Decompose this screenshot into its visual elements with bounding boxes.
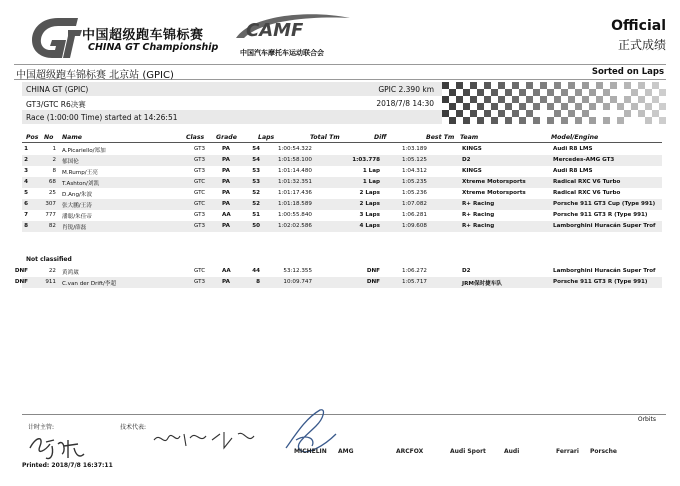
china-gt-logo — [28, 14, 228, 62]
cell-name: 郁国伦 — [62, 159, 79, 165]
cell-pos: 3 — [24, 168, 28, 174]
column-header-best: Best Tm — [426, 134, 455, 141]
cell-grade: PA — [222, 157, 230, 163]
cell-team: KINGS — [462, 168, 482, 174]
cell-laps: 54 — [252, 157, 260, 163]
cell-best: 1:06.272 — [401, 268, 427, 274]
cell-laps: 44 — [252, 268, 260, 274]
camf-logo — [232, 12, 352, 64]
cell-no: 777 — [45, 212, 56, 218]
info-row-race — [22, 110, 442, 124]
timing-signature-icon — [24, 428, 94, 466]
cell-model: Mercedes-AMG GT3 — [553, 157, 615, 163]
cell-total: 10:09.747 — [283, 279, 312, 285]
cell-pos: DNF — [14, 268, 28, 274]
cell-no: 2 — [52, 157, 56, 163]
cell-diff: 1 Lap — [362, 168, 380, 174]
gt-logo-en: CHINA GT Championship — [88, 42, 219, 53]
class-race: GT3/GTC R6决赛 — [26, 100, 86, 109]
column-header-cls: Class — [186, 134, 205, 141]
cell-grade: PA — [222, 190, 230, 196]
camf-wordmark: CAMF — [246, 20, 304, 41]
cell-pos: 1 — [24, 146, 28, 152]
cell-best: 1:04.312 — [401, 168, 427, 174]
cell-laps: 53 — [252, 179, 260, 185]
cell-grade: PA — [222, 223, 230, 229]
cell-model: Audi R8 LMS — [553, 146, 593, 152]
track-length: GPIC 2.390 km — [378, 85, 434, 94]
cell-no: 911 — [45, 279, 56, 285]
info-row-class — [22, 96, 442, 110]
cell-total: 1:02:02.586 — [277, 223, 312, 229]
race-datetime: 2018/7/8 14:30 — [376, 99, 434, 108]
cell-pos: 6 — [24, 201, 28, 207]
cell-diff: 2 Laps — [359, 201, 380, 207]
cell-team: Xtreme Motorsports — [462, 179, 526, 185]
cell-grade: PA — [222, 168, 230, 174]
cell-best: 1:05.235 — [401, 179, 427, 185]
tech-signature-icon — [150, 424, 270, 454]
cell-laps: 51 — [252, 212, 260, 218]
official-results-label — [611, 18, 666, 53]
cell-team: KINGS — [462, 146, 482, 152]
column-header-no: No — [44, 134, 54, 141]
cell-cls: GTC — [194, 268, 206, 274]
sponsor-logo-5: Ferrari — [556, 448, 579, 455]
camf-logo-mark-icon — [232, 12, 352, 42]
cell-name: 张大鹏/王涛 — [62, 203, 92, 209]
camf-logo-cn: 中国汽车摩托车运动联合会 — [240, 49, 324, 57]
cell-total: 1:01:32.351 — [277, 179, 312, 185]
column-header-total: Total Tm — [310, 134, 340, 141]
column-header-laps: Laps — [258, 134, 275, 141]
cell-team: JRM保时捷车队 — [462, 281, 502, 287]
cell-total: 1:00:54.322 — [277, 146, 312, 152]
cell-laps: 52 — [252, 190, 260, 196]
cell-cls: GT3 — [194, 279, 206, 285]
sponsor-logo-2: ARCFOX — [396, 448, 424, 455]
cell-pos: 4 — [24, 179, 28, 185]
cell-model: Porsche 911 GT3 Cup (Type 991) — [553, 201, 656, 207]
cell-no: 8 — [52, 168, 56, 174]
cell-team: D2 — [462, 268, 471, 274]
cell-total: 53:12.355 — [283, 268, 312, 274]
orbits-label: Orbits — [637, 416, 656, 423]
cell-diff: 2 Laps — [359, 190, 380, 196]
cell-pos: 7 — [24, 212, 28, 218]
cell-model: Porsche 911 GT3 R (Type 991) — [553, 279, 648, 285]
cell-grade: AA — [222, 268, 231, 274]
cell-name: C.van der Drift/李超 — [62, 281, 117, 287]
cell-diff: 1 Lap — [362, 179, 380, 185]
cell-total: 1:01:17.436 — [277, 190, 312, 196]
cell-pos: DNF — [14, 279, 28, 285]
cell-total: 1:01:14.480 — [277, 168, 312, 174]
timing-manager-label: 计时主管: — [28, 424, 55, 431]
column-header-pos: Pos — [26, 134, 39, 141]
cell-model: Radical RXC V6 Turbo — [553, 179, 621, 185]
cell-cls: GT3 — [194, 146, 206, 152]
cell-diff: DNF — [366, 268, 380, 274]
sponsor-logo-0: MICHELIN — [294, 448, 327, 455]
cell-diff: 1:03.778 — [352, 157, 380, 163]
cell-model: Lamborghini Huracán Super Trof — [553, 268, 656, 274]
cell-name: 潘聪/朱佳帝 — [62, 214, 92, 220]
cell-name: 肖锐/薛磊 — [62, 225, 87, 231]
cell-name: 黄鸿崴 — [62, 270, 79, 276]
cell-total: 1:01:58.100 — [277, 157, 312, 163]
cell-model: Lamborghini Huracán Super Trof — [553, 223, 656, 229]
column-header-name: Name — [62, 134, 82, 141]
cell-team: D2 — [462, 157, 471, 163]
sponsor-logo-3: Audi Sport — [450, 448, 486, 455]
cell-best: 1:03.189 — [401, 146, 427, 152]
sponsor-logo-1: AMG — [338, 448, 354, 455]
event-title-bar — [14, 64, 666, 80]
cell-no: 68 — [48, 179, 56, 185]
cell-cls: GTC — [194, 190, 206, 196]
checkered-flag-icon — [442, 82, 668, 124]
cell-no: 307 — [45, 201, 56, 207]
cell-name: A.Picariello/郑加 — [62, 148, 106, 154]
cell-model: Radical RXC V6 Turbo — [553, 190, 621, 196]
cell-laps: 54 — [252, 146, 260, 152]
cell-model: Porsche 911 GT3 R (Type 991) — [553, 212, 648, 218]
cell-cls: GTC — [194, 179, 206, 185]
series-name: CHINA GT (GPIC) — [26, 85, 89, 94]
official-cn: 正式成绩 — [617, 38, 666, 52]
cell-cls: GT3 — [194, 212, 206, 218]
cell-pos: 5 — [24, 190, 28, 196]
sponsor-logo-6: Porsche — [590, 448, 617, 455]
not-classified-heading: Not classified — [26, 256, 72, 263]
cell-diff: 4 Laps — [359, 223, 380, 229]
cell-best: 1:05.236 — [401, 190, 427, 196]
cell-grade: PA — [222, 146, 230, 152]
cell-total: 1:01:18.589 — [277, 201, 312, 207]
event-title: 中国超级跑车锦标赛 北京站 (GPIC) — [16, 70, 174, 81]
cell-best: 1:05.717 — [401, 279, 427, 285]
cell-team: R+ Racing — [462, 212, 495, 218]
cell-name: T.Ashton/刘凯 — [62, 181, 100, 187]
column-header-model: Model/Engine — [551, 134, 599, 141]
cell-no: 22 — [48, 268, 56, 274]
cell-best: 1:05.125 — [401, 157, 427, 163]
cell-diff: 3 Laps — [359, 212, 380, 218]
cell-cls: GT3 — [194, 223, 206, 229]
cell-grade: AA — [222, 212, 231, 218]
cell-pos: 8 — [24, 223, 28, 229]
column-header-diff: Diff — [374, 134, 387, 141]
cell-pos: 2 — [24, 157, 28, 163]
cell-diff: DNF — [366, 279, 380, 285]
cell-best: 1:09.608 — [401, 223, 427, 229]
official-en: Official — [611, 18, 666, 34]
column-header-team: Team — [460, 134, 479, 141]
cell-no: 1 — [52, 146, 56, 152]
gt-logo-mark-icon — [28, 14, 84, 60]
header-divider — [22, 142, 662, 143]
cell-team: R+ Racing — [462, 223, 495, 229]
cell-team: Xtreme Motorsports — [462, 190, 526, 196]
cell-best: 1:06.281 — [401, 212, 427, 218]
cell-grade: PA — [222, 201, 230, 207]
cell-grade: PA — [222, 279, 230, 285]
cell-laps: 50 — [252, 223, 260, 229]
cell-total: 1:00:55.840 — [277, 212, 312, 218]
cell-model: Audi R8 LMS — [553, 168, 593, 174]
cell-laps: 8 — [256, 279, 260, 285]
column-header-grade: Grade — [216, 134, 237, 141]
info-row-series — [22, 82, 442, 96]
cell-cls: GT3 — [194, 157, 206, 163]
cell-name: M.Rump/王亮 — [62, 170, 98, 176]
gt-logo-cn: 中国超级跑车锦标赛 — [82, 28, 204, 43]
cell-cls: GT3 — [194, 168, 206, 174]
cell-cls: GTC — [194, 201, 206, 207]
sponsor-logo-4: Audi — [504, 448, 520, 455]
cell-grade: PA — [222, 179, 230, 185]
printed-timestamp: Printed: 2018/7/8 16:37:11 — [22, 462, 113, 469]
cell-best: 1:07.082 — [401, 201, 427, 207]
cell-name: D.Ang/朱波 — [62, 192, 93, 198]
sort-mode: Sorted on Laps — [591, 67, 664, 77]
cell-team: R+ Racing — [462, 201, 495, 207]
cell-laps: 52 — [252, 201, 260, 207]
cell-no: 25 — [48, 190, 56, 196]
race-description: Race (1:00:00 Time) started at 14:26:51 — [26, 113, 178, 122]
cell-laps: 53 — [252, 168, 260, 174]
cell-no: 82 — [48, 223, 56, 229]
technical-delegate-label: 技术代表: — [120, 424, 147, 431]
